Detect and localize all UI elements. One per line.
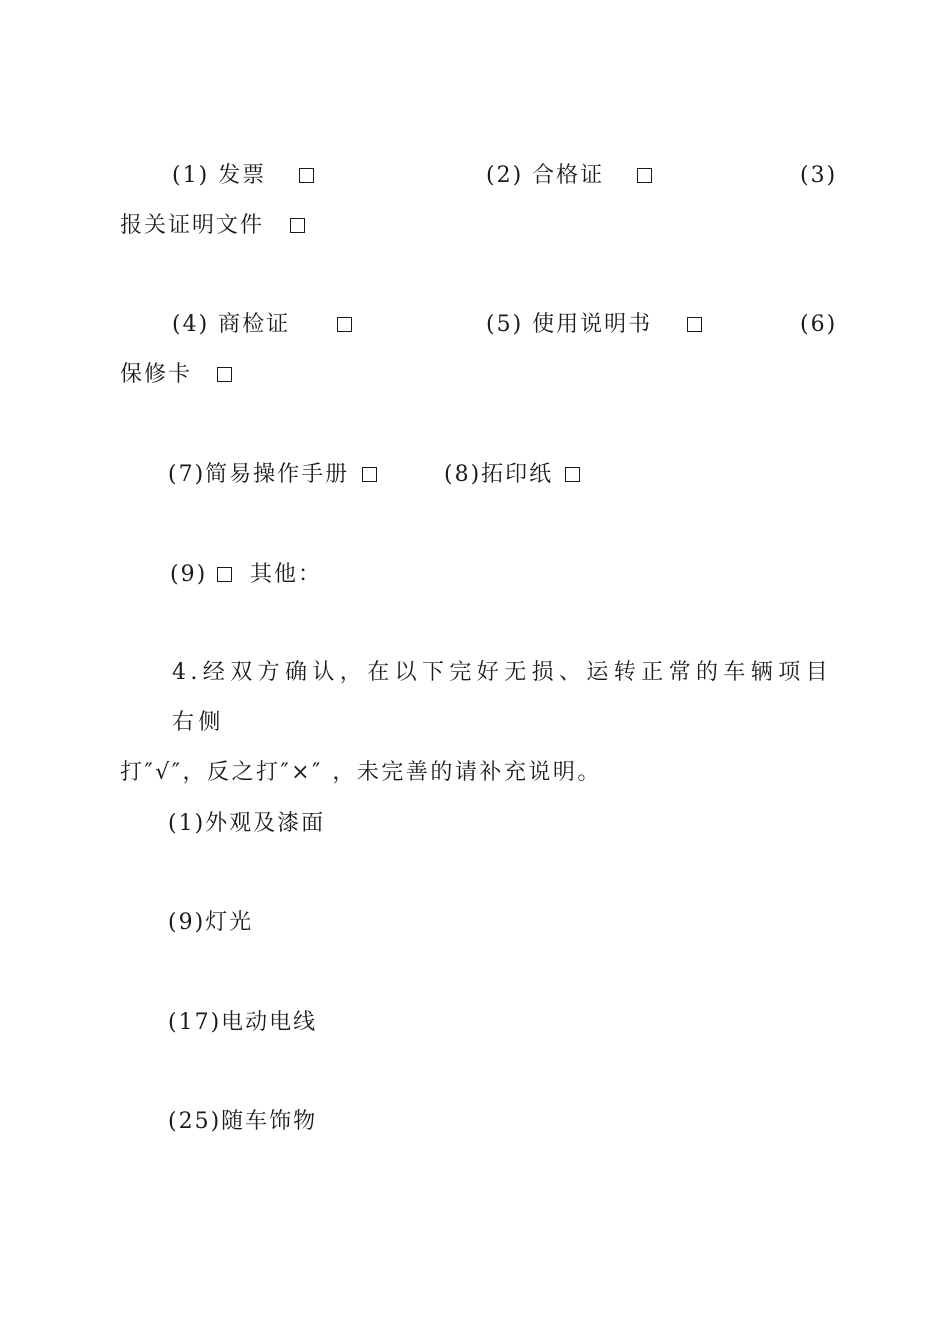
item-rubbing-paper-label: (8)拓印纸 <box>444 462 554 487</box>
item-invoice-label: (1) 发票 <box>172 163 267 188</box>
rubbing-paper-checkbox[interactable] <box>565 467 580 482</box>
item-inspection-label: (4) 商检证 <box>172 312 291 337</box>
item-quickguide-label: (7)简易操作手册 <box>168 462 350 487</box>
section4-line1: 4.经双方确认，在以下完好无损、运转正常的车辆项目右侧 <box>172 660 832 735</box>
item-certificate-label: (2) 合格证 <box>486 163 605 188</box>
section4-line2: 打″√″，反之打″×″ ，未完善的请补充说明。 <box>120 760 602 785</box>
manual-checkbox[interactable] <box>687 317 702 332</box>
inspection-checkbox[interactable] <box>337 317 352 332</box>
section4-paragraph <box>120 648 832 798</box>
item-other-label: 其他： <box>250 562 323 587</box>
quickguide-checkbox[interactable] <box>362 467 377 482</box>
item-other-number: (9) <box>170 562 208 587</box>
item-customs-label: 报关证明文件 <box>120 213 265 238</box>
item-warranty-number: (6) <box>800 312 838 337</box>
other-checkbox[interactable] <box>217 567 232 582</box>
customs-checkbox[interactable] <box>290 218 305 233</box>
list-item: (9)灯光 <box>168 910 254 935</box>
invoice-checkbox[interactable] <box>299 168 314 183</box>
certificate-checkbox[interactable] <box>637 168 652 183</box>
list-item: (17)电动电线 <box>168 1010 318 1035</box>
item-warranty-label: 保修卡 <box>120 362 193 387</box>
list-item: (1)外观及漆面 <box>168 811 326 836</box>
item-customs-number: (3) <box>800 163 838 188</box>
item-manual-label: (5) 使用说明书 <box>486 312 653 337</box>
warranty-checkbox[interactable] <box>217 367 232 382</box>
list-item: (25)随车饰物 <box>168 1109 318 1134</box>
